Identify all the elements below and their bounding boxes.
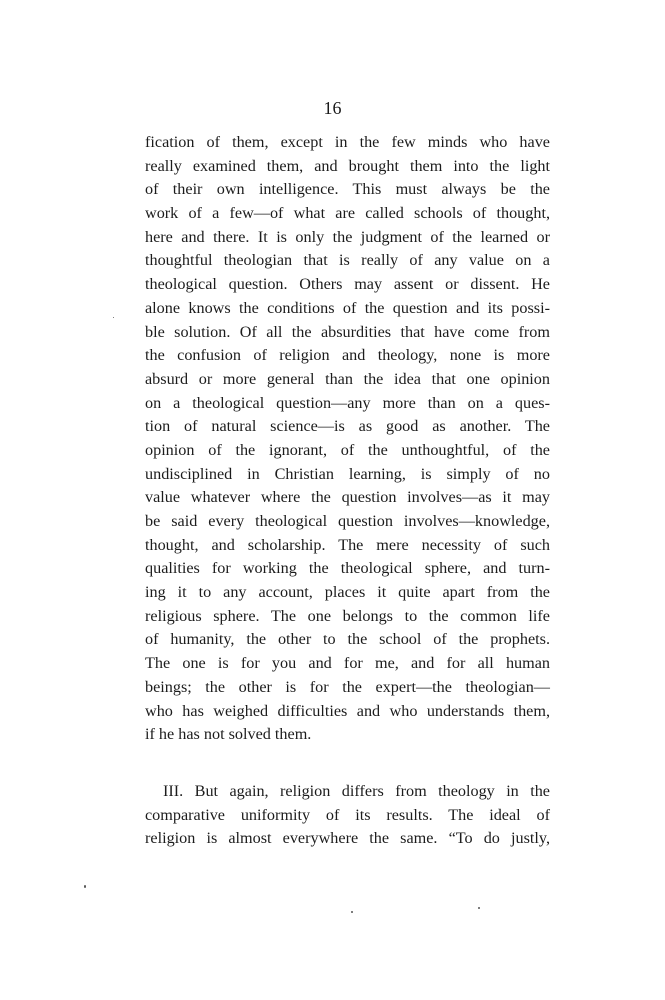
text-line: ing it to any account, places it quite apart from the [145,583,550,602]
text-line: ble solution. Of all the absurdities that have come from [145,322,550,341]
paragraph-section-iii [145,780,550,851]
text-line: here and there. It is only the judgment of the learned or [145,227,550,246]
page-number: 16 [323,98,342,118]
text-line: be said every theological question involves—knowledge, [145,512,550,530]
text-line: opinion of the ignorant, of the unthoughtful, of the [145,440,550,459]
text-line: The one is for you and for me, and for all human [145,654,550,673]
text-line: absurd or more general than the idea that one opinion [145,369,550,388]
text-line: thoughtful theologian that is really of any value on a [145,251,550,270]
text-line: who has weighed difficulties and who understands them, [145,701,550,720]
text-line: qualities for working the theological sphere, and turn- [145,559,550,578]
text-line: tion of natural science—is as good as another. The [145,417,550,436]
text-line: fication of them, except in the few minds who have [145,133,550,151]
paragraph-continued [145,131,550,747]
text-line: thought, and scholarship. The mere necessity of such [145,535,550,554]
paper-speck [84,885,86,888]
text-line: undisciplined in Christian learning, is simply of no [145,464,550,483]
text-line: of their own intelligence. This must always be the [145,180,550,199]
paper-speck [351,911,353,913]
text-line: theological question. Others may assent or dissent. He [145,275,550,294]
text-line: comparative uniformity of its results. The ideal of [145,805,550,824]
text-line: alone knows the conditions of the question and its possi- [145,298,550,317]
text-line: beings; the other is for the expert—the theologian— [145,677,550,696]
text-line: III. But again, religion differs from theology in the [163,782,550,800]
text-line: value whatever where the question involves—as it may [145,488,550,507]
text-line: really examined them, and brought them into the light [145,156,550,175]
text-line: of humanity, the other to the school of the prophets. [145,630,550,649]
text-line: on a theological question—any more than on a ques- [145,393,550,412]
text-line: religious sphere. The one belongs to the common life [145,606,550,625]
paper-speck [478,907,480,909]
text-line: work of a few—of what are called schools of thought, [145,204,550,223]
paper-speck [113,317,114,318]
text-line: if he has not solved them. [145,725,312,744]
text-line: the confusion of religion and theology, none is more [145,346,550,365]
text-line: religion is almost everywhere the same. “To do justly, [145,829,550,848]
